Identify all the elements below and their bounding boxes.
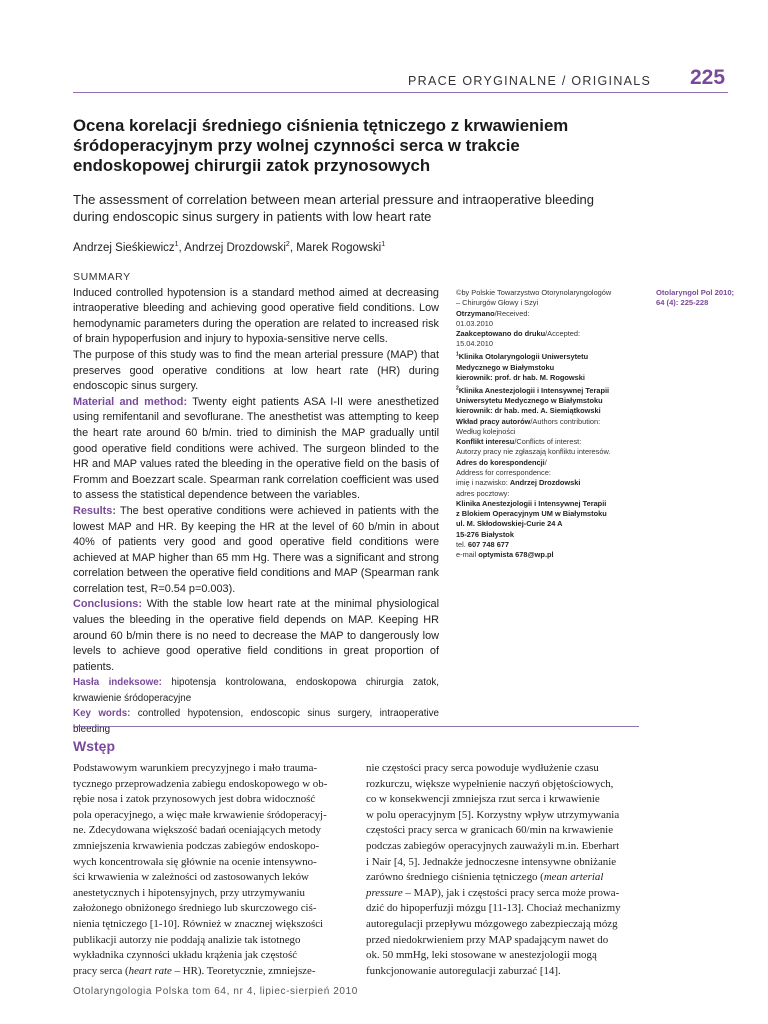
contribution-row	[456, 417, 634, 427]
body-line: i Nair [4, 5]. Jednakże jednoczesne intensywne obniżanie	[366, 855, 617, 868]
affiliation-1: $^1$Klinika Otolaryngologii Uniwersytetu	[456, 351, 589, 362]
summary-label: SUMMARY	[73, 271, 131, 283]
conclusions-text: With the stable low heart rate at the minimal physiological values the bleeding in the operative field depends on MAP. Keeping HR around 60 b/min there is no need to decrease the MAP to dangerously low levels to achieve good operative field conditions in great proportion of patients.	[73, 598, 439, 673]
conflict-label: Konflikt interesu	[456, 437, 515, 447]
conflict-value: Autorzy pracy nie zgłaszają konfliktu interesów.	[456, 447, 611, 457]
section-label: PRACE ORYGINALNE / ORIGINALS	[408, 74, 652, 88]
summary-results	[73, 504, 439, 598]
article-title: Ocena korelacji średniego ciśnienia tętniczego z krwawieniem śródoperacyjnym przy wolnej czynności serca w trakcie endoskopowej chirurgii zatok przynosowych	[73, 116, 569, 175]
affiliation-line: kierownik: dr hab. med. A. Siemiątkowski	[456, 406, 601, 416]
email-address[interactable]: optymista 678@wp.pl	[478, 550, 554, 560]
affiliation-line: Klinika Anestezjologii i Intensywnej Terapii	[458, 385, 610, 395]
summary-conclusions	[73, 597, 439, 675]
section-divider	[73, 726, 639, 727]
postal-line: z Blokiem Operacyjnym UM w Białymstoku	[456, 509, 607, 519]
phone-row	[456, 540, 634, 550]
body-line: założonego obniżonego średniego lub skurczowego ciś-	[73, 902, 317, 915]
body-line: nie częstości pracy serca powoduje wydłużenie czasu	[366, 762, 599, 774]
received-date: 01.03.2010	[456, 318, 493, 328]
author-affiliation: 2	[285, 241, 290, 248]
article-metadata-sidebar	[456, 288, 634, 561]
body-line: dzić do hipoperfuzji mózgu [11-13]. Chociaż mechanizmy	[366, 902, 621, 915]
body-line: wych koncentrowała się głównie na ocenie intensywno-	[73, 855, 317, 868]
body-line: rębie nosa i zatok przynosowych jest dobra widoczność	[73, 793, 316, 806]
accepted-row	[456, 329, 634, 339]
keywords-polish-text: hipotensja kontrolowana, endoskopowa chirurgia zatok, krwawienie śródoperacyjne	[73, 677, 440, 704]
copyright-line: ©by Polskie Towarzystwo Otorynolaryngologów	[456, 288, 612, 297]
body-line: tycznego przeprowadzenia zabiegu endoskopowego w ob-	[73, 777, 328, 790]
address-row: Adres do korespondencji/	[456, 457, 547, 467]
author-list: Andrzej Sieśkiewicz$^1$, Andrzej Drozdowski$^2$, Marek Rogowski$^1$	[73, 241, 386, 254]
section-heading: Wstęp	[73, 738, 115, 754]
body-line: pola operacyjnego, a więc małe krwawienie śródoperacyj-	[73, 808, 327, 821]
summary-intro: Induced controlled hypotension is a standard method aimed at decreasing intraoperative bleeding and achieving good operative field conditions. Low hemodynamic parameters during the operation are related to increased risk of brain hypoperfusion and injury to hypoxia-sensitive nerve cells.	[73, 286, 439, 346]
body-line: wykładnika czynności układu krążenia jak częstość	[73, 949, 298, 962]
body-line: publikacji autorzy nie poddają analizie tak istotnego	[73, 933, 301, 946]
body-line: nienia tętniczego [1-10]. Również w znacznej większości	[73, 917, 324, 930]
body-column-left	[73, 761, 349, 979]
results-text: The best operative conditions were achieved in patients with the lowest MAP and HR. By keeping the HR at the level of 60 b/min in about 40% of patients very good and good operative field conditions were achieved at MAP higher than 65 mm Hg. There was a significant and strong correlation between the operative field conditions and MAP (Spearman rank correlation test, R=0.54 p=0.003).	[73, 504, 439, 595]
body-line: w polu operacyjnym [5]. Korzystny wpływ utrzymywania	[366, 808, 620, 821]
body-line: ne. Zdecydowana większość badań oceniających metody	[73, 824, 321, 837]
term-italic: pressure	[366, 886, 403, 899]
body-line: pressure – MAP), jak i częstości pracy serca może prowa-	[366, 886, 620, 899]
body-line: podczas zabiegów operacyjnych zauważyli m.in. Eberhart	[366, 839, 620, 852]
keywords-polish-label: Hasła indeksowe:	[73, 677, 162, 689]
page-footer: Otolaryngologia Polska tom 64, nr 4, lipiec-sierpień 2010	[73, 986, 358, 997]
body-line: co w konsekwencji zmniejsza rzut serca i krwawienie	[366, 793, 600, 806]
term-italic: heart rate	[128, 964, 172, 977]
contribution-label-en: /Authors contribution:	[530, 416, 601, 426]
journal-citation	[656, 288, 746, 309]
affiliation-line: Medycznego w Białymstoku	[456, 362, 555, 372]
conflict-label-en: /Conflicts of interest:	[514, 437, 582, 447]
results-label: Results:	[73, 504, 116, 517]
received-label-en: /Received:	[494, 308, 530, 318]
postal-line: Klinika Anestezjologii i Intensywnej Terapii	[456, 498, 607, 508]
body-line: funkcjonowanie autoregulacji zaburzać [14].	[366, 964, 561, 977]
methods-text: Twenty eight patients ASA I-II were anesthetized using remifentanil and sevoflurane. The anesthetist was attempting to keep the heart rate around 60 b/min. tried to diminish the MAP gradually until good operative field conditions were achived. The surgeon blinded to the HR and MAP values rated the bleeding in the operative field on the basis of Fromm and Boezzart scale. Spearman rank correlation coefficient was used to assess the statistical dependence between the variables.	[73, 395, 439, 502]
copyright-line: – Chirurgów Głowy i Szyi	[456, 298, 539, 308]
keywords-polish	[73, 675, 439, 706]
received-label: Otrzymano	[456, 308, 495, 318]
page-number: 225	[690, 66, 726, 89]
header-divider	[73, 92, 728, 93]
phone-number: 607 748 677	[467, 540, 510, 550]
accepted-label: Zaakceptowano do druku	[456, 329, 546, 339]
contribution-label: Wkład pracy autorów	[456, 416, 531, 426]
affiliation-line: Klinika Otolaryngologii Uniwersytetu	[458, 352, 589, 362]
keywords-english	[73, 706, 439, 737]
body-line: ok. 50 mmHg, leki stosowane w anestezjologii mogą	[366, 949, 597, 962]
body-line: ści krwawienia w zależności od zastosowanych leków	[73, 871, 309, 884]
conclusions-label: Conclusions:	[73, 598, 142, 611]
term-italic: mean arterial	[543, 871, 604, 884]
postal-label: adres pocztowy:	[456, 488, 510, 498]
contribution-value: Według kolejności	[456, 426, 516, 436]
body-column-right	[366, 761, 642, 979]
article-title-english: The assessment of correlation between mean arterial pressure and intraoperative bleeding during endoscopic sinus surgery in patients with low heart rate	[73, 192, 595, 224]
body-line: zmniejszenia krwawienia podczas zabiegów endoskopo-	[73, 839, 320, 852]
author-affiliation: 1	[381, 241, 386, 248]
methods-label: Material and method:	[73, 395, 188, 408]
phone-label: tel.	[456, 540, 466, 550]
postal-line: 15-276 Białystok	[456, 529, 514, 539]
author-name: Marek Rogowski	[296, 241, 382, 254]
contact-name-row	[456, 478, 634, 488]
body-line: przed niedokrwieniem przy MAP spadającym nawet do	[366, 933, 609, 946]
accepted-date: 15.04.2010	[456, 339, 493, 349]
keywords-english-label: Key words:	[73, 708, 131, 720]
summary-block	[73, 270, 439, 737]
keywords-english-text: controlled hypotension, endoscopic sinus surgery, intraoperative bleeding	[73, 708, 439, 735]
accepted-label-en: /Accepted:	[545, 329, 581, 339]
email-label: e-mail	[456, 550, 477, 560]
contact-name-label: imię i nazwisko:	[456, 478, 508, 488]
conflict-row	[456, 437, 634, 447]
address-label-en: Address for correspondence:	[456, 467, 551, 477]
affiliation-line: kierownik: prof. dr hab. M. Rogowski	[456, 372, 585, 382]
address-label: Adres do korespondencji	[456, 457, 545, 467]
body-line: częstości pracy serca w granicach 60/min na krwawienie	[366, 824, 614, 837]
body-line: autoregulacji przepływu mózgowego zabezpieczają mózg	[366, 917, 618, 930]
affiliation-2: $^2$Klinika Anestezjologii i Intensywnej Terapii	[456, 385, 610, 395]
citation-line: Otolaryngol Pol 2010;	[656, 288, 735, 297]
body-line: pracy serca (heart rate – HR). Teoretycznie, zmniejsze-	[73, 964, 316, 977]
affiliation-line: Uniwersytetu Medycznego w Białymstoku	[456, 395, 603, 405]
received-row	[456, 309, 634, 319]
body-line: anestetycznych i hipotensyjnych, przy utrzymywaniu	[73, 886, 305, 899]
body-line: rozkurczu, większe wypełnienie naczyń objętościowych,	[366, 777, 614, 790]
author-affiliation: 1	[174, 241, 179, 248]
citation-line: 64 (4): 225-228	[656, 298, 709, 308]
summary-purpose: The purpose of this study was to find the mean arterial pressure (MAP) that preserves good operative conditions at low heart rate (HR) during endoscopic sinus surgery.	[73, 348, 439, 393]
postal-line: ul. M. Skłodowskiej-Curie 24 A	[456, 519, 563, 529]
author-name: Andrzej Drozdowski	[184, 241, 286, 254]
body-line: Podstawowym warunkiem precyzyjnego i mało trauma-	[73, 762, 318, 774]
summary-methods	[73, 395, 439, 504]
contact-name: Andrzej Drozdowski	[509, 478, 581, 488]
body-line: zarówno średniego ciśnienia tętniczego (mean arterial	[366, 871, 604, 884]
author-name: Andrzej Sieśkiewicz	[73, 241, 175, 254]
email-row	[456, 550, 634, 560]
